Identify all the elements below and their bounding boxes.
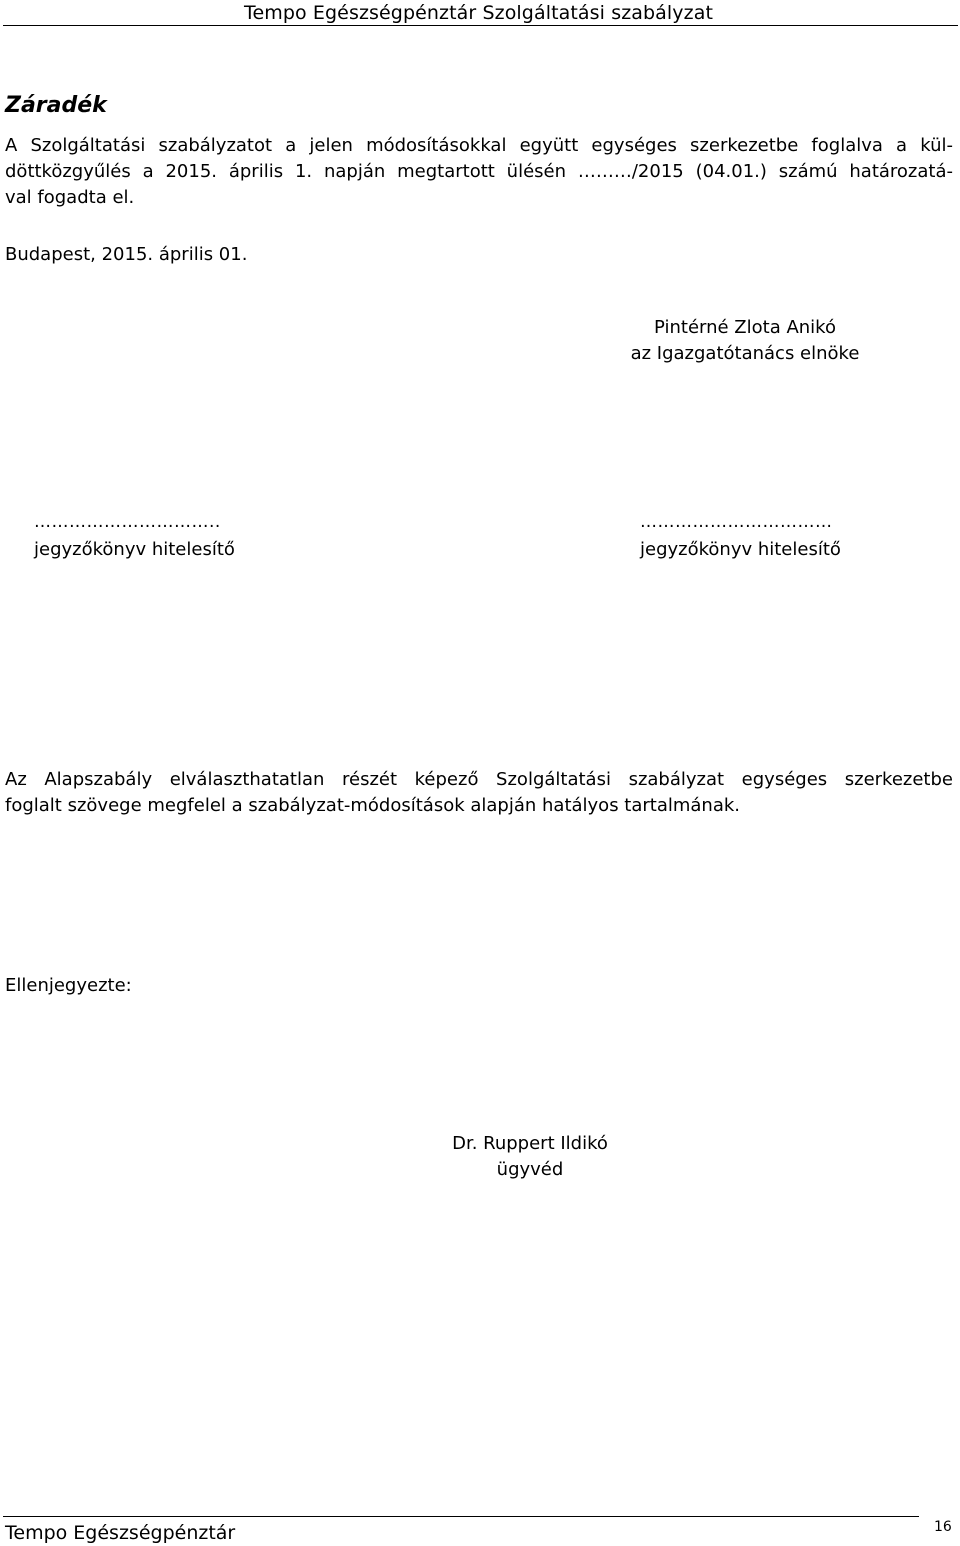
- chairman-role: az Igazgatótanács elnöke: [630, 343, 860, 364]
- running-header-title: Tempo Egészségpénztár Szolgáltatási szabályzat: [243, 2, 713, 24]
- clause-line: val fogadta el.: [5, 187, 135, 208]
- witness-label: jegyzőkönyv hitelesítő: [640, 539, 841, 560]
- statement-line: foglalt szövege megfelel a szabályzat-módosítások alapján hatályos tartalmának.: [5, 795, 741, 816]
- chairman-signature-block: [600, 315, 890, 367]
- clause-heading: Záradék: [5, 93, 107, 118]
- footer-divider: [3, 1516, 919, 1517]
- lawyer-role: ügyvéd: [496, 1159, 564, 1180]
- witness-signature-left: [34, 508, 235, 564]
- witness-label: jegyzőkönyv hitelesítő: [34, 539, 235, 560]
- signature-line: ……………………………: [640, 512, 833, 532]
- place-and-date: Budapest, 2015. április 01.: [5, 244, 248, 265]
- statement-line: Az Alapszabály elválaszthatatlan részét képező Szolgáltatási szabályzat egységes szerkezetbe: [5, 769, 953, 790]
- lawyer-name: Dr. Ruppert Ildikó: [452, 1133, 608, 1154]
- signature-line: …………………………..: [34, 512, 221, 532]
- page-number: 16: [934, 1519, 952, 1535]
- clause-paragraph: [5, 133, 953, 211]
- chairman-name: Pintérné Zlota Anikó: [654, 317, 836, 338]
- clause-line: döttközgyűlés a 2015. április 1. napján megtartott ülésén ………/2015 (04.01.) számú határozatá-: [5, 161, 953, 182]
- header-divider: [3, 25, 958, 26]
- clause-line: A Szolgáltatási szabályzatot a jelen módosításokkal együtt egységes szerkezetbe foglalva a kül-: [5, 135, 953, 156]
- footer-organization: Tempo Egészségpénztár: [5, 1522, 236, 1544]
- conformity-statement: [5, 767, 953, 819]
- countersign-label: Ellenjegyezte:: [5, 975, 132, 996]
- lawyer-signature-block: [410, 1131, 650, 1183]
- witness-signature-right: [640, 508, 841, 564]
